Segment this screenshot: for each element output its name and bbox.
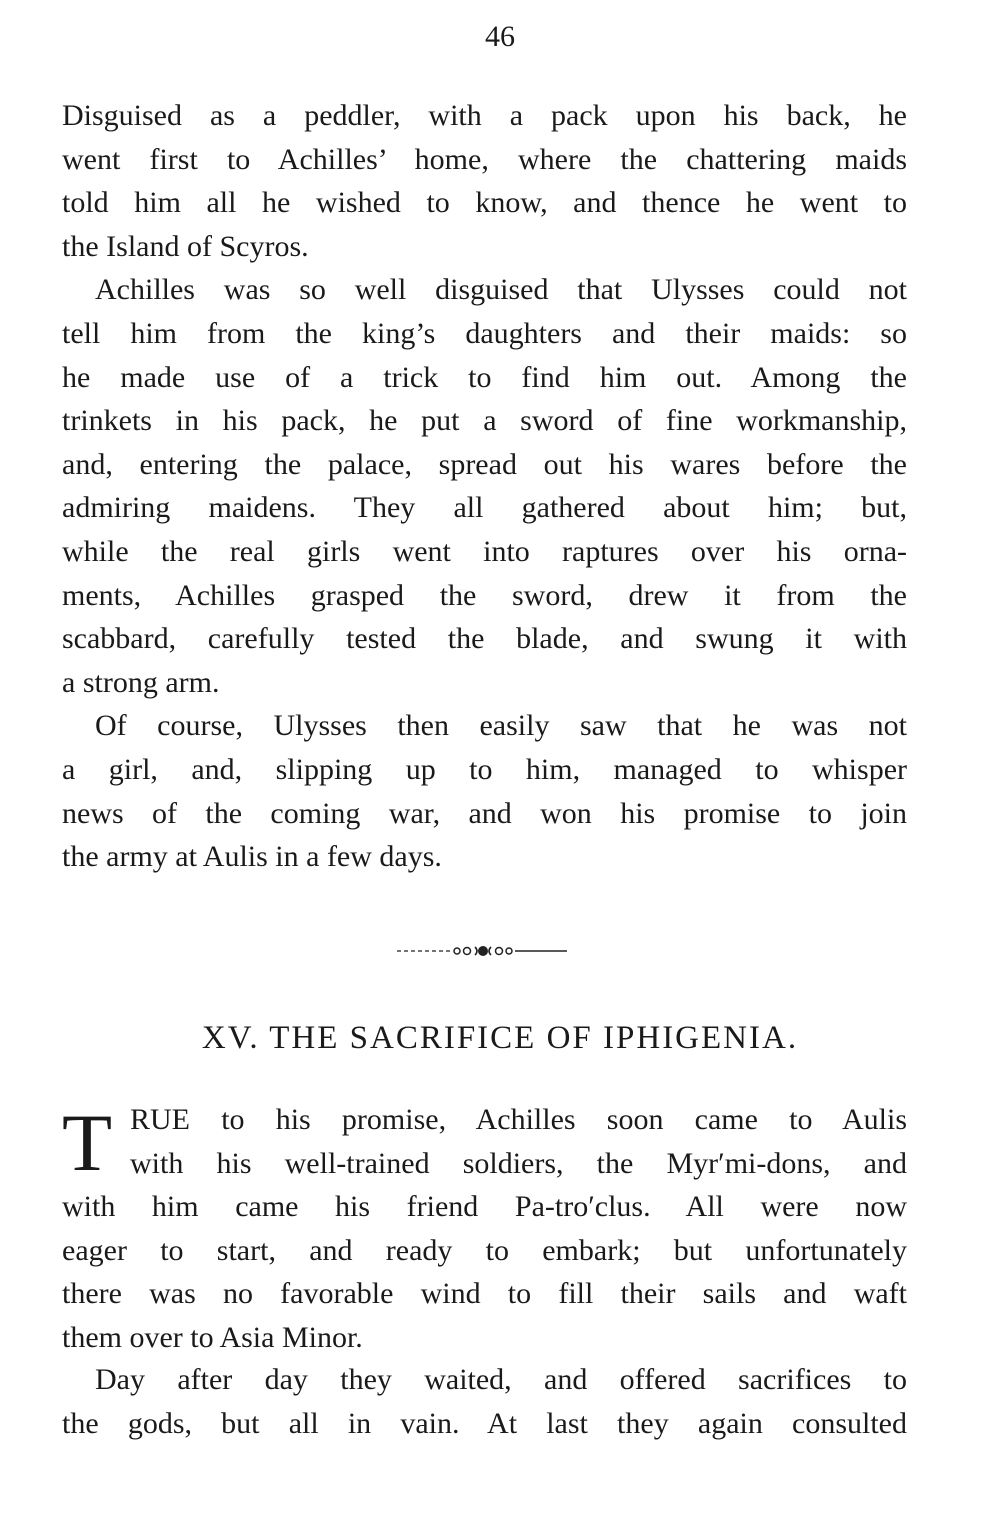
text-line: RUE to his promise, Achilles soon came to Aulis xyxy=(130,1103,907,1136)
text-line: the Island of Scyros. xyxy=(62,229,309,263)
text-line: he made use of a trick to find him out. Among the xyxy=(62,360,907,394)
text-line: a strong arm. xyxy=(62,665,220,699)
page-number: 46 xyxy=(485,20,515,53)
text-line: eager to start, and ready to embark; but unfortunately xyxy=(62,1233,907,1267)
text-line: with his well-trained soldiers, the Myr′mi-dons, and xyxy=(130,1146,907,1180)
text-line: while the real girls went into raptures over his orna- xyxy=(62,534,907,568)
text-line: news of the coming war, and won his promise to join xyxy=(62,796,907,830)
drop-cap: T xyxy=(62,1097,113,1188)
text-line: the gods, but all in vain. At last they again consulted xyxy=(62,1406,907,1440)
text-line: Achilles was so well disguised that Ulysses could not xyxy=(95,273,907,307)
text-line: trinkets in his pack, he put a sword of fine workmanship, xyxy=(62,404,907,438)
chapter-text-continued xyxy=(62,1358,907,1445)
text-line: with him came his friend Pa-tro′clus. All were now xyxy=(62,1190,907,1224)
ornament-divider-icon xyxy=(395,935,570,965)
text-line: Of course, Ulysses then easily saw that he was not xyxy=(95,709,907,743)
section-text xyxy=(62,94,907,879)
text-line: a girl, and, slipping up to him, managed to whisper xyxy=(62,752,907,786)
text-line: and, entering the palace, spread out his wares before the xyxy=(62,447,907,481)
text-line: ments, Achilles grasped the sword, drew it from the xyxy=(62,578,907,612)
text-line: Day after day they waited, and offered sacrifices to xyxy=(95,1363,907,1396)
chapter-title: XV. THE SACRIFICE OF IPHIGENIA. xyxy=(201,1020,799,1056)
text-line: Disguised as a peddler, with a pack upon his back, he xyxy=(62,99,907,132)
chapter-text xyxy=(62,1098,907,1360)
text-line: scabbard, carefully tested the blade, and swung it with xyxy=(62,622,907,656)
text-line: told him all he wished to know, and thence he went to xyxy=(62,186,907,220)
text-line: there was no favorable wind to fill their sails and waft xyxy=(62,1277,907,1311)
text-line: admiring maidens. They all gathered about him; but, xyxy=(62,491,907,525)
text-line: tell him from the king’s daughters and their maids: so xyxy=(62,316,907,350)
text-line: the army at Aulis in a few days. xyxy=(62,840,442,874)
text-line: went first to Achilles’ home, where the chattering maids xyxy=(62,142,907,176)
text-line: them over to Asia Minor. xyxy=(62,1320,363,1354)
